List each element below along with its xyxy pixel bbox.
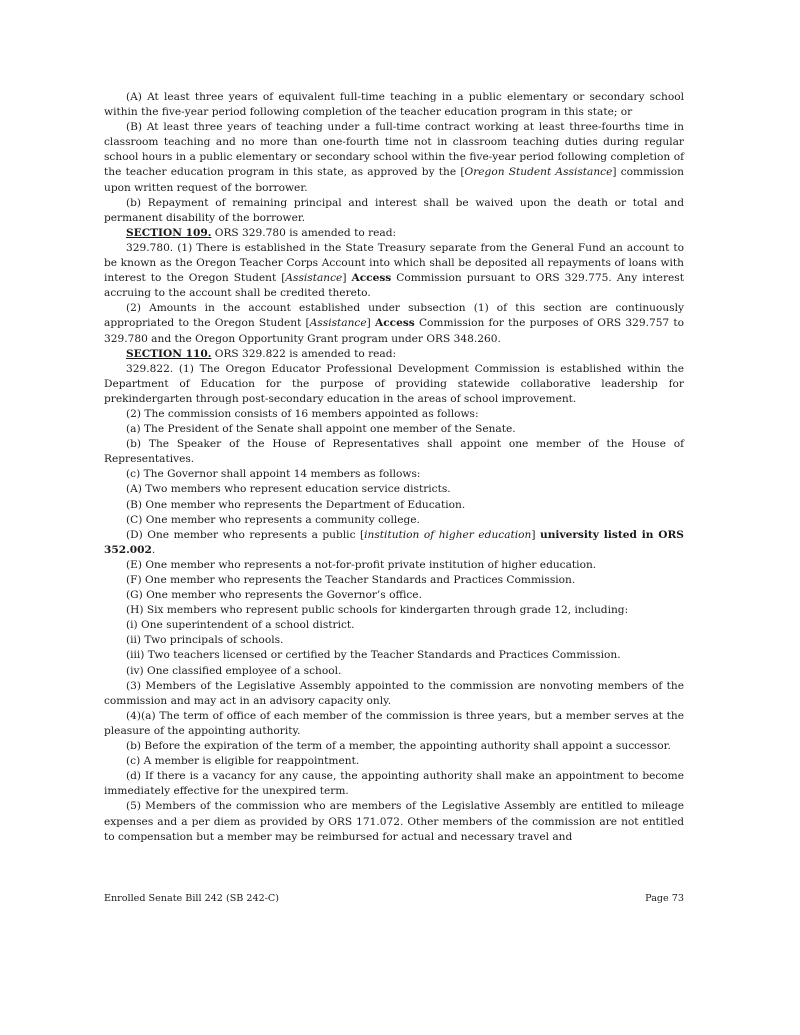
text: (B) At least three years of teaching under a full-time contract working at least three-fourths time in classroom teaching and no more than one-fourth time not in classroom teaching duties during regular school hours in a public elementary or secondary school within the five-year period following completion of the teacher education program in this state, as approved by the [ <box>104 121 684 179</box>
text: (2) The commission consists of 16 members appointed as follows: <box>126 407 479 420</box>
text: ] <box>366 317 375 330</box>
text: . <box>151 543 156 556</box>
deleted-text: Oregon Student Assistance <box>464 166 613 179</box>
deleted-text: Assistance <box>285 272 343 285</box>
text: ] <box>342 272 352 285</box>
text: (c) A member is eligible for reappointment. <box>126 755 360 768</box>
text: (iii) Two teachers licensed or certified by the Teacher Standards and Practices Commission. <box>126 649 621 662</box>
text: (H) Six members who represent public schools for kindergarten through grade 12, including: <box>126 604 629 617</box>
paragraph-a-teaching <box>104 90 684 120</box>
text: (d) If there is a vacancy for any cause, the appointing authority shall make an appointment to become immediately effective for the unexpired term. <box>104 770 684 798</box>
text: 329.822. (1) The Oregon Educator Professional Development Commission is established within the Department of Education for the purpose of providing statewide collaborative leadership for prekindergarten through post-secondary education in the areas of school improvement. <box>104 362 684 405</box>
paragraph-b-house <box>104 437 684 467</box>
new-text: Access <box>351 272 392 285</box>
item-d-university <box>104 528 684 558</box>
text: Commission for the purposes of ORS 329.757 to 329.780 and the Oregon Opportunity Grant program under ORS 348.260. <box>104 317 684 345</box>
text: (5) Members of the commission who are members of the Legislative Assembly are entitled to mileage expenses and a per diem as provided by ORS 171.072. Other members of the commission are not entitled to compensation but a member may be reimbursed for actual and necessary travel and <box>104 800 684 843</box>
paragraph-repayment-waived <box>104 196 684 226</box>
paragraph-329-780-1 <box>104 241 684 301</box>
paragraph-4c-reappointment <box>104 754 684 769</box>
deleted-text: Assistance <box>309 317 367 330</box>
text: (E) One member who represents a not-for-profit private institution of higher education. <box>126 558 597 571</box>
paragraph-329-822-2 <box>104 407 684 422</box>
paragraph-4b-successor <box>104 739 684 754</box>
text: (b) Before the expiration of the term of a member, the appointing authority shall appoint a successor. <box>126 740 671 753</box>
text: (b) The Speaker of the House of Representatives shall appoint one member of the House of Representatives. <box>104 438 684 466</box>
item-g-governor-office <box>104 588 684 603</box>
text: (G) One member who represents the Governor’s office. <box>126 589 422 602</box>
paragraph-329-822-1 <box>104 362 684 407</box>
text: (C) One member who represents a community college. <box>126 513 420 526</box>
bill-text <box>104 90 684 845</box>
item-e-private <box>104 558 684 573</box>
paragraph-5-compensation <box>104 799 684 844</box>
bill-identifier: Enrolled Senate Bill 242 (SB 242-C) <box>104 893 279 904</box>
text: (i) One superintendent of a school district. <box>126 619 355 632</box>
text: (A) Two members who represent education service districts. <box>126 483 451 496</box>
text: (D) One member who represents a public [ <box>126 528 365 541</box>
text: ] commission upon written request of the borrower. <box>104 166 684 194</box>
text: (A) At least three years of equivalent full-time teaching in a public elementary or secondary school within the five-year period following completion of the teacher education program in this state; or <box>104 91 684 119</box>
paragraph-329-780-2 <box>104 301 684 346</box>
item-b-department <box>104 498 684 513</box>
text: (ii) Two principals of schools. <box>126 634 284 647</box>
text: (B) One member who represents the Department of Education. <box>126 498 466 511</box>
new-text: university listed in ORS 352.002 <box>104 528 684 556</box>
text: 329.780. (1) There is established in the State Treasury separate from the General Fund an account to be known as the Oregon Teacher Corps Account into which shall be deposited all repayments of loans with interest to the Oregon Student [ <box>104 241 684 285</box>
page-number: Page 73 <box>645 893 684 904</box>
new-text: Access <box>374 317 415 330</box>
text: ORS 329.822 is amended to read: <box>211 347 397 360</box>
text: ] <box>531 528 541 541</box>
item-iii-teachers <box>104 648 684 663</box>
paragraph-4a-term <box>104 709 684 739</box>
text: (2) Amounts in the account established under subsection (1) of this section are continuously appropriated to the Oregon Student [ <box>104 302 684 330</box>
text: (3) Members of the Legislative Assembly appointed to the commission are nonvoting members of the commission and may act in an advisory capacity only. <box>104 679 684 707</box>
item-f-tspc <box>104 573 684 588</box>
text: (c) The Governor shall appoint 14 members as follows: <box>126 468 421 481</box>
section-110-heading <box>104 347 684 362</box>
text: (b) Repayment of remaining principal and interest shall be waived upon the death or total and permanent disability of the borrower. <box>104 196 684 224</box>
text: (a) The President of the Senate shall appoint one member of the Senate. <box>126 423 516 436</box>
paragraph-4d-vacancy <box>104 769 684 799</box>
item-a-esd <box>104 482 684 497</box>
text: (4)(a) The term of office of each member of the commission is three years, but a member serves at the pleasure of the appointing authority. <box>104 709 684 737</box>
paragraph-3-nonvoting <box>104 679 684 709</box>
text: (F) One member who represents the Teacher Standards and Practices Commission. <box>126 574 576 586</box>
section-110-label: SECTION 110. <box>126 347 212 360</box>
page-footer <box>104 893 684 904</box>
section-109-heading <box>104 226 684 241</box>
text: (iv) One classified employee of a school. <box>126 664 342 677</box>
paragraph-b-contract <box>104 120 684 195</box>
text: ORS 329.780 is amended to read: <box>211 226 397 239</box>
text: Commission pursuant to ORS 329.775. Any interest accruing to the account shall be credited thereto. <box>104 272 684 300</box>
section-109-label: SECTION 109. <box>126 226 212 239</box>
item-iv-classified <box>104 664 684 679</box>
item-c-community-college <box>104 513 684 528</box>
item-h-public-schools <box>104 603 684 618</box>
paragraph-a-senate <box>104 422 684 437</box>
item-i-superintendent <box>104 618 684 633</box>
paragraph-c-governor <box>104 467 684 482</box>
item-ii-principals <box>104 633 684 648</box>
deleted-text: institution of higher education <box>364 528 532 541</box>
